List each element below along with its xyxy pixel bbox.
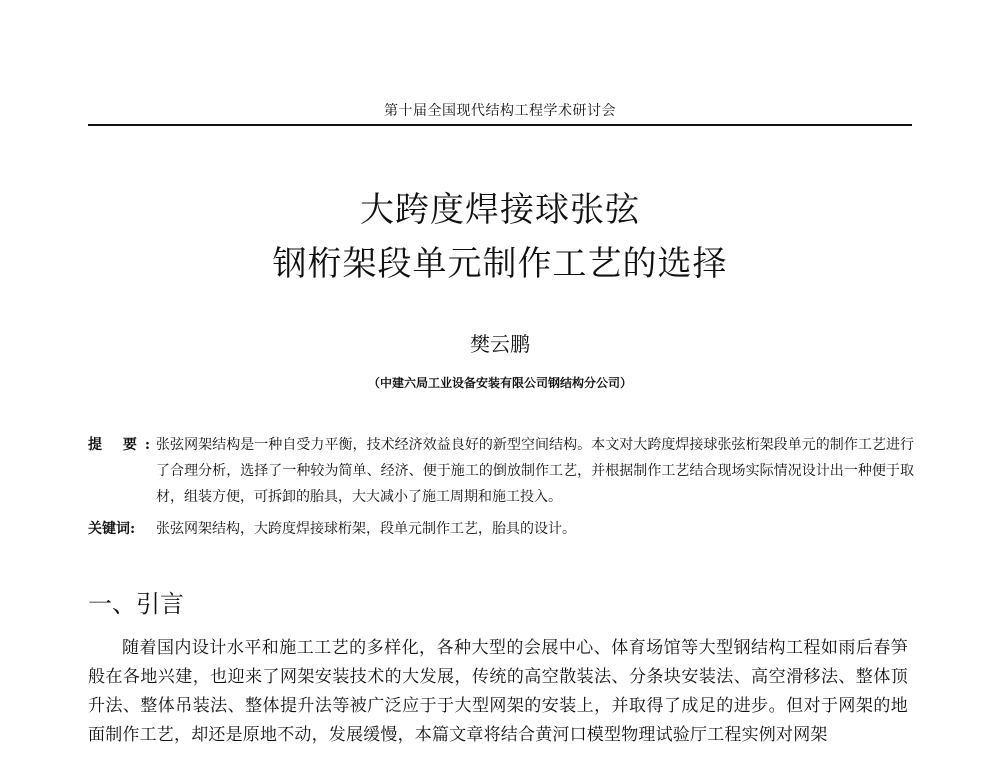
paper-title-line-1: 大跨度焊接球张弦: [360, 190, 640, 230]
running-header: 第十届全国现代结构工程学术研讨会: [384, 103, 616, 119]
section-heading-introduction: 一、引言: [88, 590, 184, 618]
introduction-paragraph: 随着国内设计水平和施工工艺的多样化，各种大型的会展中心、体育场馆等大型钢结构工程如雨后春笋般在各地兴建，也迎来了网架安装技术的大发展，传统的高空散装法、分条块安装法、高空滑移法、整体顶升法、整体吊装法、整体提升法等被广泛应于于大型网架的安装上，并取得了成足的进步。但对于网架的地面制作工艺，却还是原地不动，发展缓慢，本篇文章将结合黄河口模型物理试验厅工程实例对网架: [88, 638, 908, 745]
paper-title-line-2: 钢桁架段单元制作工艺的选择: [272, 244, 728, 284]
keywords: [88, 516, 914, 542]
author-name: 樊云鹏: [470, 332, 530, 356]
author-affiliation: （中建六局工业设备安装有限公司钢结构分公司）: [367, 376, 632, 390]
keywords-text: 张弦网架结构，大跨度焊接球桁架，段单元制作工艺，胎具的设计。: [156, 521, 576, 537]
abstract-text: 张弦网架结构是一种自受力平衡，技术经济效益良好的新型空间结构。本文对大跨度焊接球张弦桁架段单元的制作工艺进行了合理分析，选择了一种较为简单、经济、便于施工的倒放制作工艺，并根据制作工艺结合现场实际情况设计出一种便于取材，组装方便，可拆卸的胎具，大大减小了施工周期和施工投入。: [156, 437, 914, 505]
abstract: [88, 432, 914, 510]
header-rule: [88, 124, 912, 126]
keywords-label: 关键词:: [88, 521, 136, 537]
abstract-label: 提 要:: [88, 437, 159, 453]
